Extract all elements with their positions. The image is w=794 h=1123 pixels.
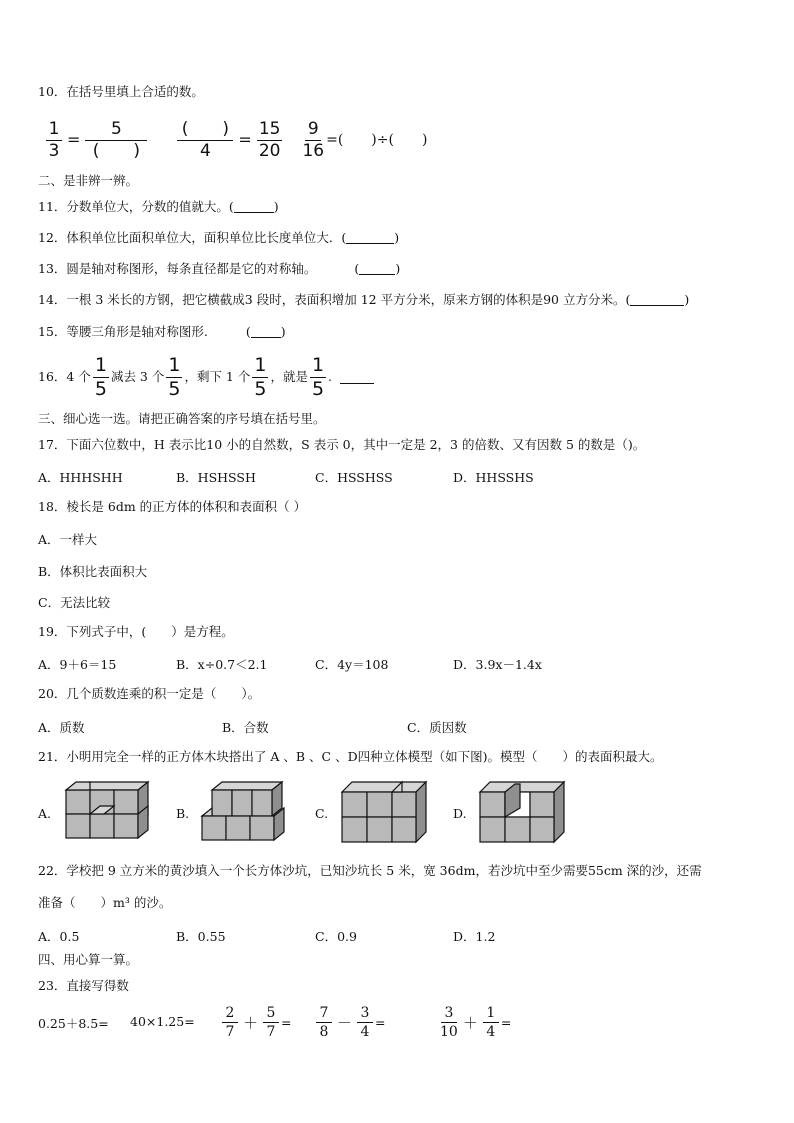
option-b[interactable]: B．HSHSSH xyxy=(176,470,256,485)
answer-blank[interactable] xyxy=(630,293,684,306)
section-4-heading: 四、用心算一算。 xyxy=(38,952,139,967)
answer-blank[interactable] xyxy=(234,200,274,213)
question-14: 14．一根 3 米长的方钢，把它横截成3 段时，表面积增加 12 平方分米，原来方钢的体积是90 立方分米。( ) xyxy=(38,292,690,307)
option-c[interactable]: C．HSSHSS xyxy=(315,470,393,485)
expression-5: $\frac{3}{10}$ ＋ $\frac{1}{4}$ = xyxy=(440,1004,512,1040)
section-2-heading: 二、是非辨一辨。 xyxy=(38,173,139,188)
fraction: $\frac{9}{16}$ xyxy=(302,118,325,161)
question-10-text: 10．在括号里填上合适的数。 xyxy=(38,84,204,99)
expression-2: 40×1.25= xyxy=(130,1014,195,1029)
fraction: $\frac{1}{5}$ xyxy=(168,353,181,400)
question-23-text: 23．直接写得数 xyxy=(38,978,129,993)
option-b[interactable]: B．合数 xyxy=(222,720,269,735)
option-c[interactable]: C．无法比较 xyxy=(38,595,111,610)
option-a[interactable]: A．9＋6＝15 xyxy=(38,657,117,672)
option-d[interactable]: D．1.2 xyxy=(453,929,496,944)
fraction: $\frac{1}{5}$ xyxy=(94,353,107,400)
expression-4: $\frac{7}{8}$ － $\frac{3}{4}$ = xyxy=(314,1002,386,1042)
question-22-line-2: 准备（ ）m³ 的沙。 xyxy=(38,895,172,910)
question-15: 15．等腰三角形是轴对称图形. ( ) xyxy=(38,324,286,339)
option-a[interactable]: A．一样大 xyxy=(38,532,98,547)
option-d[interactable]: D．3.9x－1.4x xyxy=(453,657,542,672)
cube-model-d xyxy=(476,778,576,848)
expression-1: 0.25＋8.5= xyxy=(38,1016,109,1031)
option-a[interactable]: A．HHHSHH xyxy=(38,470,123,485)
cube-model-c xyxy=(338,778,438,848)
question-16: 16．4 个 $\frac{1}{5}$ 减去 3 个 $\frac{1}{5}$ ，剩下 1 个 $\frac{1}{5}$ ，就是 $\frac{1}{5}$ . xyxy=(38,354,374,400)
question-19-text: 19．下列式子中，( ）是方程。 xyxy=(38,624,234,639)
figure-label-b[interactable]: B. xyxy=(176,806,190,821)
fraction: $\frac{5}{( )}$ xyxy=(85,121,147,160)
question-12: 12．体积单位比面积单位大，面积单位比长度单位大．( ) xyxy=(38,230,400,245)
option-b[interactable]: B．x÷0.7＜2.1 xyxy=(176,657,268,672)
expression-3: $\frac{2}{7}$ ＋ $\frac{5}{7}$ = xyxy=(220,1002,292,1042)
answer-blank[interactable] xyxy=(346,231,394,244)
fraction: $\frac{15}{20}$ xyxy=(258,118,281,161)
fraction: $\frac{1}{5}$ xyxy=(254,353,267,400)
fraction: $\frac{( )}{4}$ xyxy=(177,121,233,160)
question-20-text: 20．几个质数连乘的积一定是（ ）。 xyxy=(38,686,261,701)
option-a[interactable]: A．0.5 xyxy=(38,929,80,944)
cube-model-b xyxy=(198,778,298,848)
question-10-fractions: $\frac{1}{3}$ = $\frac{5}{( )}$ $\frac{( )}{4}$ = $\frac{15}{20}$ $\frac{9}{16}$ =( )÷( ) xyxy=(44,116,427,164)
option-b[interactable]: B．体积比表面积大 xyxy=(38,564,148,579)
question-18-text: 18．棱长是 6dm 的正方体的体积和表面积（ ） xyxy=(38,499,307,514)
option-d[interactable]: D．HHSSHS xyxy=(453,470,534,485)
fraction: $\frac{1}{5}$ xyxy=(311,353,325,400)
figure-label-d[interactable]: D. xyxy=(453,806,467,821)
question-21-text: 21．小明用完全一样的正方体木块搭出了 A 、B 、C 、D四种立体模型（如下图)。模型（ ）的表面积最大。 xyxy=(38,749,663,764)
fraction: $\frac{1}{3}$ xyxy=(46,121,62,160)
question-13: 13．圆是轴对称图形，每条直径都是它的对称轴。 ( ) xyxy=(38,261,401,276)
option-b[interactable]: B．0.55 xyxy=(176,929,226,944)
question-11: 11．分数单位大，分数的值就大。( ) xyxy=(38,199,279,214)
section-3-heading: 三、细心选一选。请把正确答案的序号填在括号里。 xyxy=(38,411,326,426)
answer-blank[interactable] xyxy=(359,262,395,275)
figure-label-a[interactable]: A. xyxy=(38,806,52,821)
cube-model-a xyxy=(56,778,156,848)
answer-blank[interactable] xyxy=(340,371,374,384)
option-a[interactable]: A．质数 xyxy=(38,720,85,735)
answer-blank[interactable] xyxy=(251,325,281,338)
figure-label-c[interactable]: C. xyxy=(315,806,329,821)
option-c[interactable]: C．质因数 xyxy=(407,720,467,735)
option-c[interactable]: C．4y＝108 xyxy=(315,657,389,672)
question-22-line-1: 22．学校把 9 立方米的黄沙填入一个长方体沙坑，已知沙坑长 5 米，宽 36dm，若沙坑中至少需要55cm 深的沙，还需 xyxy=(38,863,702,878)
question-17-text: 17．下面六位数中，H 表示比10 小的自然数，S 表示 0，其中一定是 2，3 的倍数、又有因数 5 的数是（)。 xyxy=(38,437,646,452)
option-c[interactable]: C．0.9 xyxy=(315,929,357,944)
